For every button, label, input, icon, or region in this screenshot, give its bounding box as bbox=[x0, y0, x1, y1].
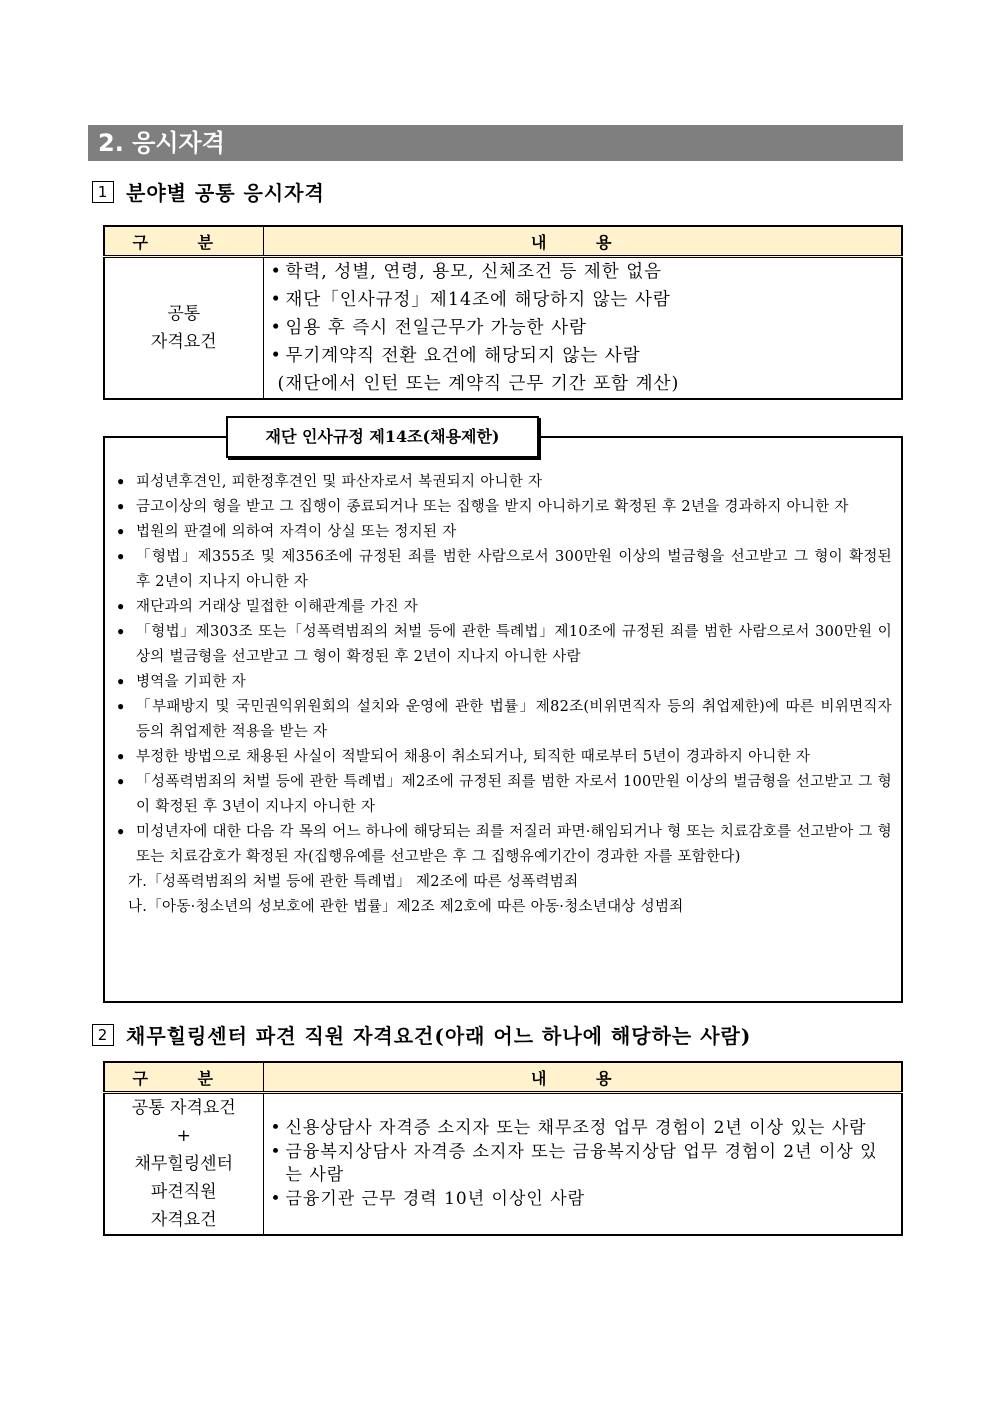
restriction-item: • 미성년자에 대한 다음 각 목의 어느 하나에 해당되는 죄를 저질러 파면·해임되거나 형 또는 치료감호를 선고받아 그 형 또는 치료감호가 확정된 자(집행유예를 선고받은 후 그 집행유예기간이 경과한 자를 포함한다) bbox=[114, 820, 892, 870]
restriction-item: • 피성년후견인, 피한정후견인 및 파산자로서 복권되지 아니한 자 bbox=[114, 470, 892, 495]
table2-item: • 신용상담사 자격증 소지자 또는 채무조정 업무 경험이 2년 이상 있는 사람 bbox=[266, 1117, 894, 1140]
restriction-list bbox=[114, 470, 892, 920]
table1-row-label-line1: 공통 bbox=[167, 304, 201, 324]
table1-item: • 학력, 성별, 연령, 용모, 신체조건 등 제한 없음 bbox=[266, 258, 902, 286]
table2-item: • 금융복지상담사 자격증 소지자 또는 금융복지상담 업무 경험이 2년 이상 있는 사람 bbox=[266, 1141, 894, 1187]
common-requirements-table bbox=[103, 225, 903, 400]
restriction-sub-item: 가.「성폭력범죄의 처벌 등에 관한 특례법」 제2조에 따른 성폭력범죄 bbox=[128, 874, 579, 890]
part2-number-box: 2 bbox=[92, 1024, 114, 1046]
restriction-item: • 재단과의 거래상 밀접한 이해관계를 가진 자 bbox=[114, 595, 892, 620]
table1-row-content bbox=[263, 257, 902, 400]
table1-item: • 재단「인사규정」제14조에 해당하지 않는 사람 bbox=[266, 286, 902, 314]
table2-label-line: + bbox=[176, 1126, 191, 1146]
table2-row-content bbox=[263, 1093, 902, 1236]
table1-note: (재단에서 인턴 또는 계약직 근무 기간 포함 계산) bbox=[277, 374, 680, 394]
restriction-item: • 병역을 기피한 자 bbox=[114, 670, 892, 695]
table2-label-line: 채무힐링센터 bbox=[134, 1154, 234, 1174]
restriction-item: • 「부패방지 및 국민권익위원회의 설치와 운영에 관한 법률」제82조(비위면직자 등의 취업제한)에 따른 비위면직자 등의 취업제한 적용을 받는 자 bbox=[114, 695, 892, 745]
table2-item: • 금융기관 근무 경력 10년 이상인 사람 bbox=[266, 1188, 894, 1211]
restriction-item: • 「형법」제355조 및 제356조에 규정된 죄를 범한 사람으로서 300만원 이상의 벌금형을 선고받고 그 형이 확정된 후 2년이 지나지 아니한 자 bbox=[114, 545, 892, 595]
table2-label-line: 공통 자격요건 bbox=[131, 1098, 236, 1118]
restriction-item: • 「성폭력범죄의 처벌 등에 관한 특례법」제2조에 규정된 죄를 범한 자로서 100만원 이상의 벌금형을 선고받고 그 형이 확정된 후 3년이 지나지 아니한 자 bbox=[114, 770, 892, 820]
part1-heading bbox=[92, 177, 325, 206]
part1-number-box: 1 bbox=[92, 181, 114, 203]
restriction-item: • 법원의 판결에 의하여 자격이 상실 또는 정지된 자 bbox=[114, 520, 892, 545]
table2-header-category: 구 분 bbox=[104, 1062, 263, 1093]
table1-row-label-line2: 자격요건 bbox=[150, 332, 217, 352]
debt-healing-requirements-table bbox=[103, 1061, 903, 1236]
restriction-title: 재단 인사규정 제14조(채용제한) bbox=[226, 416, 539, 458]
table1-item: • 임용 후 즉시 전일근무가 가능한 사람 bbox=[266, 314, 902, 342]
table2-label-line: 파견직원 bbox=[150, 1182, 217, 1202]
restriction-sub-item: 나.「아동·청소년의 성보호에 관한 법률」제2조 제2호에 따른 아동·청소년대상 성범죄 bbox=[128, 899, 684, 915]
restriction-item: • 금고이상의 형을 받고 그 집행이 종료되거나 또는 집행을 받지 아니하기로 확정된 후 2년을 경과하지 아니한 자 bbox=[114, 495, 892, 520]
table2-header-content: 내 용 bbox=[263, 1062, 902, 1093]
table1-header-category: 구 분 bbox=[104, 226, 263, 257]
part2-heading bbox=[92, 1020, 751, 1049]
part1-heading-text: 분야별 공통 응시자격 bbox=[126, 181, 325, 205]
table1-header-content: 내 용 bbox=[263, 226, 902, 257]
table1-row-label bbox=[104, 257, 263, 400]
section-title: 2. 응시자격 bbox=[88, 125, 903, 161]
part2-heading-text: 채무힐링센터 파견 직원 자격요건(아래 어느 하나에 해당하는 사람) bbox=[126, 1024, 752, 1048]
restriction-item: • 부정한 방법으로 채용된 사실이 적발되어 채용이 취소되거나, 퇴직한 때로부터 5년이 경과하지 아니한 자 bbox=[114, 745, 892, 770]
table1-item: • 무기계약직 전환 요건에 해당되지 않는 사람 bbox=[266, 342, 902, 370]
table2-row-label bbox=[104, 1093, 263, 1236]
table2-label-line: 자격요건 bbox=[150, 1210, 217, 1230]
restriction-item: • 「형법」제303조 또는「성폭력범죄의 처벌 등에 관한 특례법」제10조에 규정된 죄를 범한 사람으로서 300만원 이상의 벌금형을 선고받고 그 형이 확정된 후 2년이 지나지 아니한 사람 bbox=[114, 620, 892, 670]
